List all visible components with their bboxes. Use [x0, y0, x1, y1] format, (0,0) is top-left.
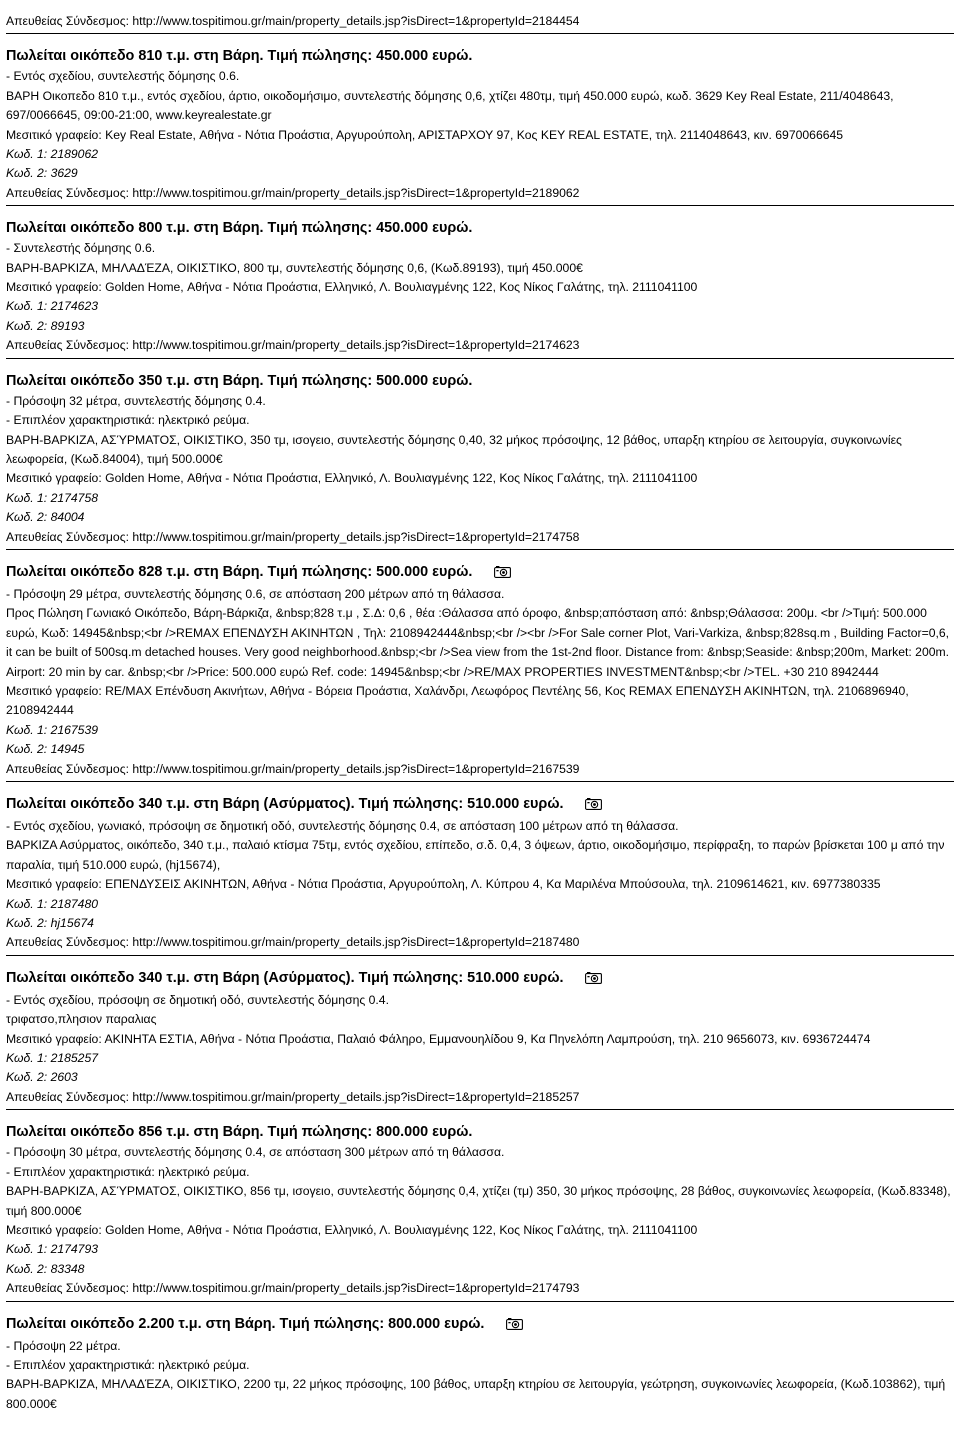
feature-line: - Πρόσοψη 22 μέτρα.: [6, 1338, 121, 1353]
code-1: Κωδ. 1: 2189062: [6, 147, 99, 162]
camera-icon: [494, 565, 511, 584]
listing-title-text: Πωλείται οικόπεδο 340 τ.μ. στη Βάρη (Ασύρματος). Τιμή πώλησης: 510.000 ευρώ.: [6, 969, 564, 986]
listing-body: [6, 67, 954, 206]
direct-link[interactable]: Απευθείας Σύνδεσμος: http://www.tospitimou.gr/main/property_details.jsp?isDirect=1&propertyId=2174758: [6, 529, 580, 544]
listing-title-text: Πωλείται οικόπεδο 810 τ.μ. στη Βάρη. Τιμή πώλησης: 450.000 ευρώ.: [6, 48, 473, 65]
feature-line: - Πρόσοψη 32 μέτρα, συντελεστής δόμησης 0.4.: [6, 393, 266, 408]
listing-body: [6, 991, 954, 1110]
direct-link[interactable]: Απευθείας Σύνδεσμος: http://www.tospitimou.gr/main/property_details.jsp?isDirect=1&propertyId=2167539: [6, 761, 580, 776]
listing-title: [6, 969, 954, 990]
listing-title: [6, 795, 954, 816]
feature-line: - Επιπλέον χαρακτηριστικά: ηλεκτρικό ρεύμα.: [6, 1164, 250, 1179]
listing-title-text: Πωλείται οικόπεδο 350 τ.μ. στη Βάρη. Τιμή πώλησης: 500.000 ευρώ.: [6, 372, 473, 389]
feature-line: - Εντός σχεδίου, συντελεστής δόμησης 0.6.: [6, 69, 240, 84]
listings: [6, 47, 954, 1414]
agency-info: Μεσιτικό γραφείο: RE/MAX Επένδυση Ακινήτων, Αθήνα - Βόρεια Προάστια, Χαλάνδρι, Λεωφόρος Πεντέλης 56, Κος REMAX ΕΠΕΝΔΥΣΗ ΑΚΙΝΗΤΩΝ, τηλ. 2106896940, 2108942444: [6, 683, 909, 718]
direct-link[interactable]: Απευθείας Σύνδεσμος: http://www.tospitimou.gr/main/property_details.jsp?isDirect=1&propertyId=2187480: [6, 935, 580, 950]
listing-description: Προς Πώληση Γωνιακό Οικόπεδο, Βάρη-Βάρκιζα, &nbsp;828 τ.μ , Σ.Δ: 0,6 , θέα :Θάλασσα από όροφο, &nbsp;απόσταση από: &nbsp;Θάλασσα: 200μ. <br />Τιμή: 500.000 ευρώ, Κωδ: 14945&nbsp;<br />REMAX ΕΠΕΝΔΥΣΗ ΑΚΙΝΗΤΩΝ , Τηλ: 2108942444&nbsp;<br /><br />For Sale corner Plot, Vari-Varkiza, &nbsp;828sq.m , Building Factor=0,6, it can be built of 500sq.m detached houses. Very good neighborhood.&nbsp;<br />Sea view from the 1st-2nd floor. Distance from: &nbsp;Seaside: &nbsp;200m, Market: 200m. Airport: 20 min by car. &nbsp;<br />Price: 500.000 ευρώ Ref. code: 14945&nbsp;<br />RE/MAX PROPERTIES INVESTMENT&nbsp;<br />TEL. +30 210 8942444: [6, 606, 950, 679]
listing-title: [6, 219, 954, 238]
listing-title-text: Πωλείται οικόπεδο 2.200 τ.μ. στη Βάρη. Τιμή πώλησης: 800.000 ευρώ.: [6, 1315, 485, 1332]
listing-description: ΒΑΡΗ-ΒΑΡΚΙΖΑ, ΑΣΎΡΜΑΤΟΣ, ΟΙΚΙΣΤΙΚΟ, 856 τμ, ισογειο, συντελεστής δόμησης 0,4, χτίζει (τμ) 350, 30 μήκος πρόσοψης, 28 βάθος, συγκοινωνίες λεωφορεία, (Κωδ.83348), τιμή 800.000€: [6, 1184, 951, 1218]
separator: [6, 33, 954, 34]
code-1: Κωδ. 1: 2167539: [6, 722, 99, 737]
code-2: Κωδ. 2: 3629: [6, 166, 78, 181]
listing-description: ΒΑΡΗ-ΒΑΡΚΙΖΑ, ΜΗΛΑΔΈΖΑ, ΟΙΚΙΣΤΙΚΟ, 800 τμ, συντελεστής δόμησης 0,6, (Κωδ.89193), τιμή 450.000€: [6, 260, 583, 275]
listing-body: [6, 817, 954, 956]
listing-5: [6, 795, 954, 956]
code-2: Κωδ. 2: 2603: [6, 1070, 78, 1085]
camera-icon: [585, 971, 602, 990]
direct-link[interactable]: Απευθείας Σύνδεσμος: http://www.tospitimou.gr/main/property_details.jsp?isDirect=1&propertyId=2174793: [6, 1281, 580, 1296]
feature-line: - Πρόσοψη 29 μέτρα, συντελεστής δόμησης 0.6, σε απόσταση 200 μέτρων από τη θάλασσα.: [6, 586, 505, 601]
listing-3: [6, 372, 954, 550]
listing-1: [6, 47, 954, 206]
code-1: Κωδ. 1: 2185257: [6, 1051, 99, 1066]
direct-link[interactable]: Απευθείας Σύνδεσμος: http://www.tospitimou.gr/main/property_details.jsp?isDirect=1&propertyId=2189062: [6, 185, 580, 200]
listing-title-text: Πωλείται οικόπεδο 800 τ.μ. στη Βάρη. Τιμή πώλησης: 450.000 ευρώ.: [6, 220, 473, 237]
listing-description: ΒΑΡΗ Οικοπεδο 810 τ.μ., εντός σχεδίου, άρτιο, οικοδομήσιμο, συντελεστής δόμησης 0,6, χτίζει 480τμ, τιμή 450.000 ευρώ, κωδ. 3629 Key Real Estate, 211/4048643, 697/0066645, 09:00-21:00, www.keyrealestate.gr: [6, 88, 894, 123]
separator: [6, 205, 954, 206]
code-2: Κωδ. 2: 89193: [6, 318, 85, 333]
listing-4: [6, 563, 954, 782]
listing-title: [6, 1315, 954, 1336]
agency-info: Μεσιτικό γραφείο: ΕΠΕΝΔΥΣΕΙΣ ΑΚΙΝΗΤΩΝ, Αθήνα - Νότια Προάστια, Αργυρούπολη, Λ. Κύπρου 4, Κα Μαριλένα Μπούσουλα, τηλ. 2109614621, κιν. 6977380335: [6, 877, 881, 892]
listing-title: [6, 1123, 954, 1142]
listing-description: ΒΑΡΗ-ΒΑΡΚΙΖΑ, ΜΗΛΑΔΈΖΑ, ΟΙΚΙΣΤΙΚΟ, 2200 τμ, 22 μήκος πρόσοψης, 100 βάθος, υπαρξη κτηρίου σε λειτουργία, γεώτρηση, συγκοινωνίες λεωφορεία, (Κωδ.103862), τιμή 800.000€: [6, 1377, 946, 1411]
feature-line: - Συντελεστής δόμησης 0.6.: [6, 241, 156, 256]
separator: [6, 358, 954, 359]
separator: [6, 1109, 954, 1110]
code-1: Κωδ. 1: 2174758: [6, 490, 99, 505]
separator: [6, 549, 954, 550]
listing-body: [6, 1337, 954, 1415]
camera-icon: [585, 797, 602, 816]
listing-title-text: Πωλείται οικόπεδο 828 τ.μ. στη Βάρη. Τιμή πώλησης: 500.000 ευρώ.: [6, 563, 473, 580]
listing-7: [6, 1123, 954, 1301]
feature-line: - Επιπλέον χαρακτηριστικά: ηλεκτρικό ρεύμα.: [6, 1357, 250, 1372]
listing-body: [6, 239, 954, 358]
agency-info: Μεσιτικό γραφείο: Golden Home, Αθήνα - Νότια Προάστια, Ελληνικό, Λ. Βουλιαγμένης 122, Κος Νίκος Γαλάτης, τηλ. 2111041100: [6, 280, 698, 295]
listing-title-text: Πωλείται οικόπεδο 856 τ.μ. στη Βάρη. Τιμή πώλησης: 800.000 ευρώ.: [6, 1124, 473, 1141]
separator: [6, 781, 954, 782]
agency-info: Μεσιτικό γραφείο: Golden Home, Αθήνα - Νότια Προάστια, Ελληνικό, Λ. Βουλιαγμένης 122, Κος Νίκος Γαλάτης, τηλ. 2111041100: [6, 1222, 698, 1237]
direct-link[interactable]: Απευθείας Σύνδεσμος: http://www.tospitimou.gr/main/property_details.jsp?isDirect=1&propertyId=2174623: [6, 338, 580, 353]
code-2: Κωδ. 2: 14945: [6, 742, 85, 757]
separator: [6, 1301, 954, 1302]
code-1: Κωδ. 1: 2174623: [6, 299, 99, 314]
direct-link[interactable]: Απευθείας Σύνδεσμος: http://www.tospitimou.gr/main/property_details.jsp?isDirect=1&propertyId=2185257: [6, 1089, 580, 1104]
listing-body: [6, 1143, 954, 1301]
code-2: Κωδ. 2: 84004: [6, 510, 85, 525]
intro-direct-link[interactable]: Απευθείας Σύνδεσμος: http://www.tospitimou.gr/main/property_details.jsp?isDirect=1&propertyId=2184454: [6, 14, 580, 28]
agency-info: Μεσιτικό γραφείο: Golden Home, Αθήνα - Νότια Προάστια, Ελληνικό, Λ. Βουλιαγμένης 122, Κος Νίκος Γαλάτης, τηλ. 2111041100: [6, 471, 698, 486]
listing-6: [6, 969, 954, 1110]
code-1: Κωδ. 1: 2187480: [6, 896, 99, 911]
code-2: Κωδ. 2: hj15674: [6, 916, 94, 931]
feature-line: - Εντός σχεδίου, γωνιακό, πρόσοψη σε δημοτική οδό, συντελεστής δόμησης 0.4, σε απόσταση 100 μέτρων από τη θάλασσα.: [6, 819, 679, 833]
listing-title-text: Πωλείται οικόπεδο 340 τ.μ. στη Βάρη (Ασύρματος). Τιμή πώλησης: 510.000 ευρώ.: [6, 796, 564, 812]
code-2: Κωδ. 2: 83348: [6, 1261, 85, 1276]
feature-line: - Επιπλέον χαρακτηριστικά: ηλεκτρικό ρεύμα.: [6, 413, 250, 428]
listing-title: [6, 563, 954, 584]
feature-line: - Πρόσοψη 30 μέτρα, συντελεστής δόμησης 0.4, σε απόσταση 300 μέτρων από τη θάλασσα.: [6, 1145, 505, 1160]
listing-description: ΒΑΡΚΙΖΑ Ασύρματος, οικόπεδο, 340 τ.μ., παλαιό κτίσμα 75τμ, εντός σχεδίου, επίπεδο, σ.δ. 0,4, 3 όψεων, άρτιο, οικοδομήσιμο, περίφραξη, το παρών βρίσκεται 100 μ από την παραλία, τιμή 510.000 ευρώ, (hj15674),: [6, 838, 945, 872]
code-1: Κωδ. 1: 2174793: [6, 1242, 99, 1257]
agency-info: Μεσιτικό γραφείο: ΑΚΙΝΗΤΑ ΕΣΤΙΑ, Αθήνα - Νότια Προάστια, Παλαιό Φάληρο, Εμμανουηλίδου 9, Κα Πηνελόπη Λαμπρούση, τηλ. 210 9656073, κιν. 6936724474: [6, 1031, 871, 1046]
listing-8: [6, 1315, 954, 1415]
listing-title: [6, 372, 954, 391]
listing-description: ΒΑΡΗ-ΒΑΡΚΙΖΑ, ΑΣΎΡΜΑΤΟΣ, ΟΙΚΙΣΤΙΚΟ, 350 τμ, ισογειο, συντελεστής δόμησης 0,40, 32 μήκος πρόσοψης, 12 βάθος, υπαρξη κτηρίου σε λειτουργία, συγκοινωνίες λεωφορεία, (Κωδ.84004), τιμή 500.000€: [6, 432, 902, 466]
agency-info: Μεσιτικό γραφείο: Key Real Estate, Αθήνα - Νότια Προάστια, Αργυρούπολη, ΑΡΙΣΤΑΡΧΟΥ 97, Κος KEY REAL ESTATE, τηλ. 2114048643, κιν. 6970066645: [6, 127, 844, 142]
document: [6, 12, 954, 1414]
listing-title: [6, 47, 954, 66]
listing-body: [6, 392, 954, 550]
camera-icon: [506, 1317, 523, 1336]
feature-line: - Εντός σχεδίου, πρόσοψη σε δημοτική οδό, συντελεστής δόμησης 0.4.: [6, 992, 389, 1007]
separator: [6, 955, 954, 956]
listing-description: τριφατσο,πλησιον παραλιας: [6, 1012, 157, 1027]
listing-2: [6, 219, 954, 358]
listing-body: [6, 585, 954, 782]
